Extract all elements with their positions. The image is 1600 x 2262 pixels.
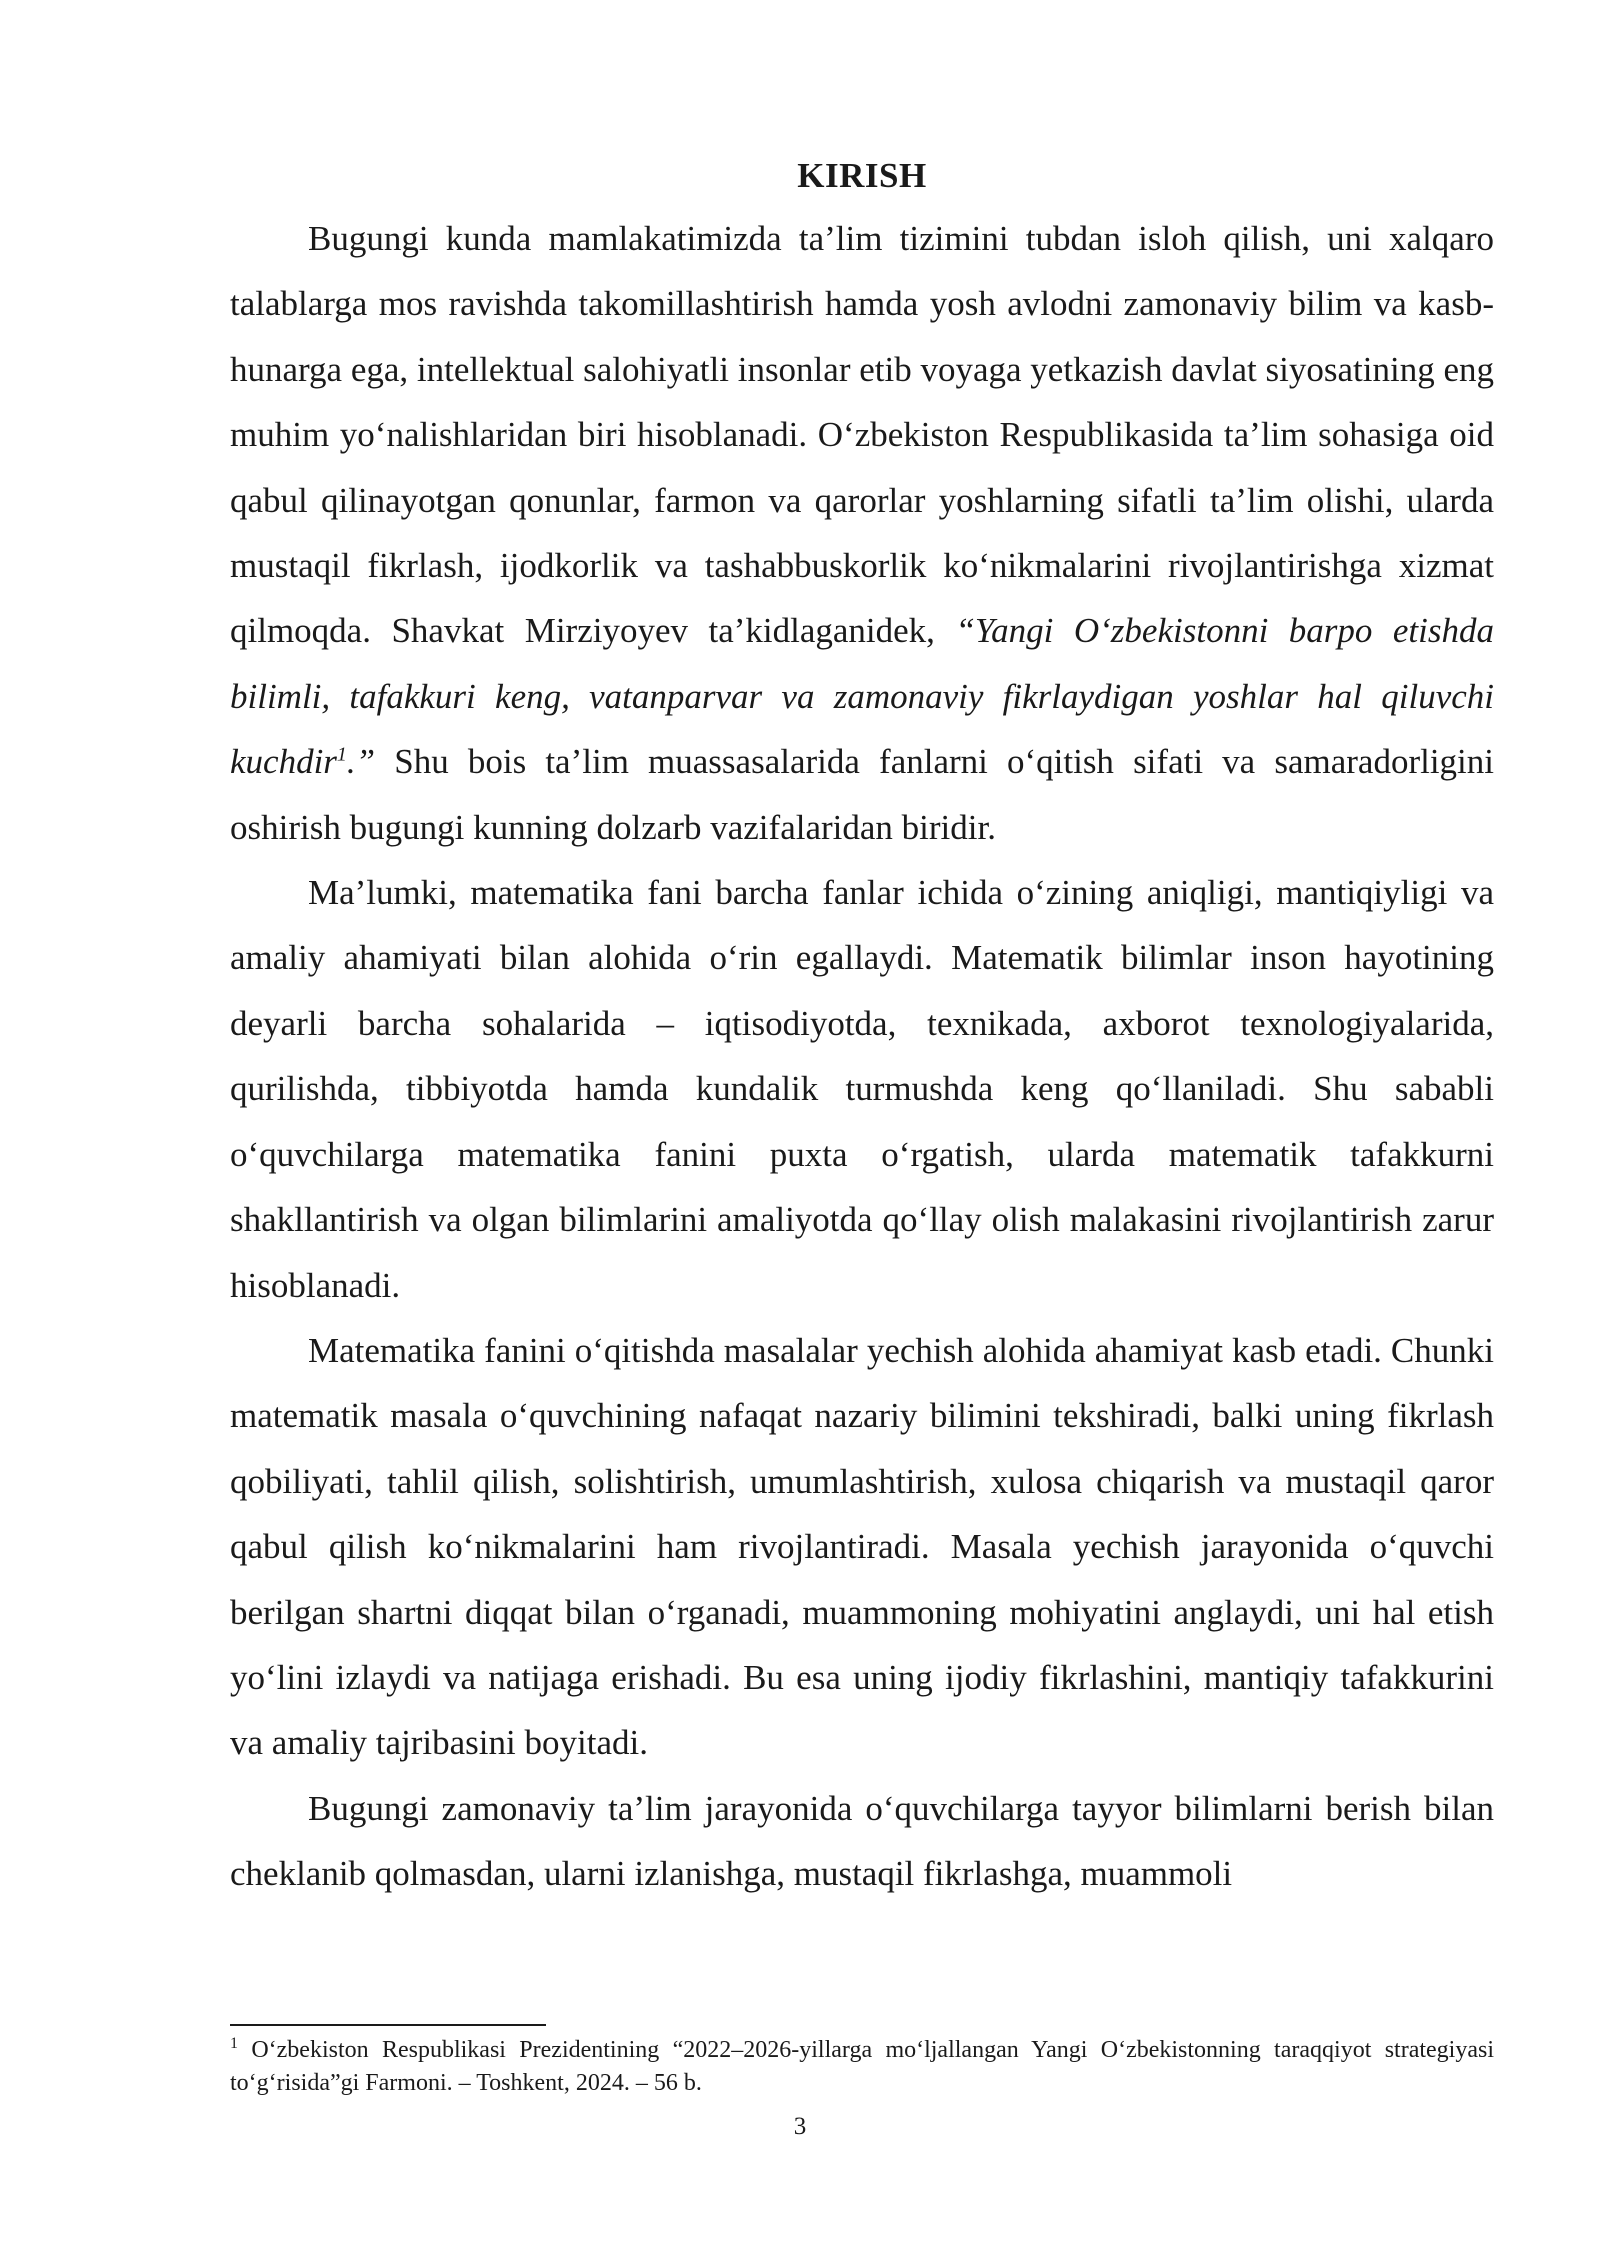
- section-heading: KIRISH: [797, 156, 927, 195]
- footnote-text: O‘zbekiston Respublikasi Prezidentining “2022–2026-yillarga mo‘ljallangan Yangi O‘zbekistonning taraqqiyot strategiyasi to‘g‘risida”gi Farmoni. – Toshkent, 2024. – 56 b.: [230, 2037, 1494, 2096]
- paragraph-3: Matematika fanini o‘qitishda masalalar yechish alohida ahamiyat kasb etadi. Chunki matematik masala o‘quvchining nafaqat nazariy bilimini tekshiradi, balki uning fikrlash qobiliyati, tahlil qilish, solishtirish, umumlashtirish, xulosa chiqarish va mustaqil qaror qabul qilish ko‘nikmalarini ham rivojlantiradi. Masala yechish jarayonida o‘quvchi berilgan shartni diqqat bilan o‘rganadi, muammoning mohiyatini anglaydi, uni hal etish yo‘lini izlaydi va natijaga erishadi. Bu esa uning ijodiy fikrlashini, mantiqiy tafakkurini va amaliy tajribasini boyitadi.: [230, 1330, 1494, 1763]
- footnote: [230, 2034, 1494, 2100]
- quote-text: “Yangi O‘zbekistonni barpo etishda bilimli, tafakkuri keng, vatanparvar va zamonaviy fikrlaydigan yoshlar hal qiluvchi kuchdir: [230, 611, 1494, 782]
- paragraph-1-text: Bugungi kunda mamlakatimizda ta’lim tizimini tubdan isloh qilish, uni xalqaro talablarga mos ravishda takomillashtirish hamda yosh avlodni zamonaviy bilim va kasb-hunarga ega, intellektual salohiyatli insonlar etib voyaga yetkazish davlat siyosatining eng muhim yo‘nalishlaridan biri hisoblanadi. O‘zbekiston Respublikasida ta’lim sohasiga oid qabul qilinayotgan qonunlar, farmon va qarorlar yoshlarning sifatli ta’lim olishi, ularda mustaqil fikrlash, ijodkorlik va tashabbuskorlik ko‘nikmalarini rivojlantirishga xizmat qilmoqda. Shavkat Mirziyoyev ta’kidlaganidek,: [230, 219, 1494, 651]
- paragraph-1-continuation: Shu bois ta’lim muassasalarida fanlarni o‘qitish sifati va samaradorligini oshirish bugungi kunning dolzarb vazifalaridan biridir.: [230, 742, 1494, 847]
- page-number: 3: [793, 2113, 807, 2140]
- footnote-reference[interactable]: 1: [336, 743, 347, 766]
- paragraph-4: Bugungi zamonaviy ta’lim jarayonida o‘quvchilarga tayyor bilimlarni berish bilan cheklanib qolmasdan, ularni izlanishga, mustaqil fikrlashga, muammoli: [230, 1788, 1494, 1894]
- page-body: [230, 146, 1494, 1907]
- quote-end: .”: [346, 742, 376, 782]
- paragraph-1: [230, 206, 1494, 860]
- footnote-number: 1: [230, 2035, 238, 2052]
- paragraph-2: Ma’lumki, matematika fani barcha fanlar ichida o‘zining aniqligi, mantiqiyligi va amaliy ahamiyati bilan alohida o‘rin egallaydi. Matematik bilimlar inson hayotining deyarli barcha sohalarida – iqtisodiyotda, texnikada, axborot texnologiyalarida, qurilishda, tibbiyotda hamda kundalik turmushda keng qo‘llaniladi. Shu sababli o‘quvchilarga matematika fanini puxta o‘rgatish, ularda matematik tafakkurni shakllantirish va olgan bilimlarini amaliyotda qo‘llay olish malakasini rivojlantirish zarur hisoblanadi.: [230, 873, 1494, 1305]
- footnote-separator: [230, 2024, 546, 2026]
